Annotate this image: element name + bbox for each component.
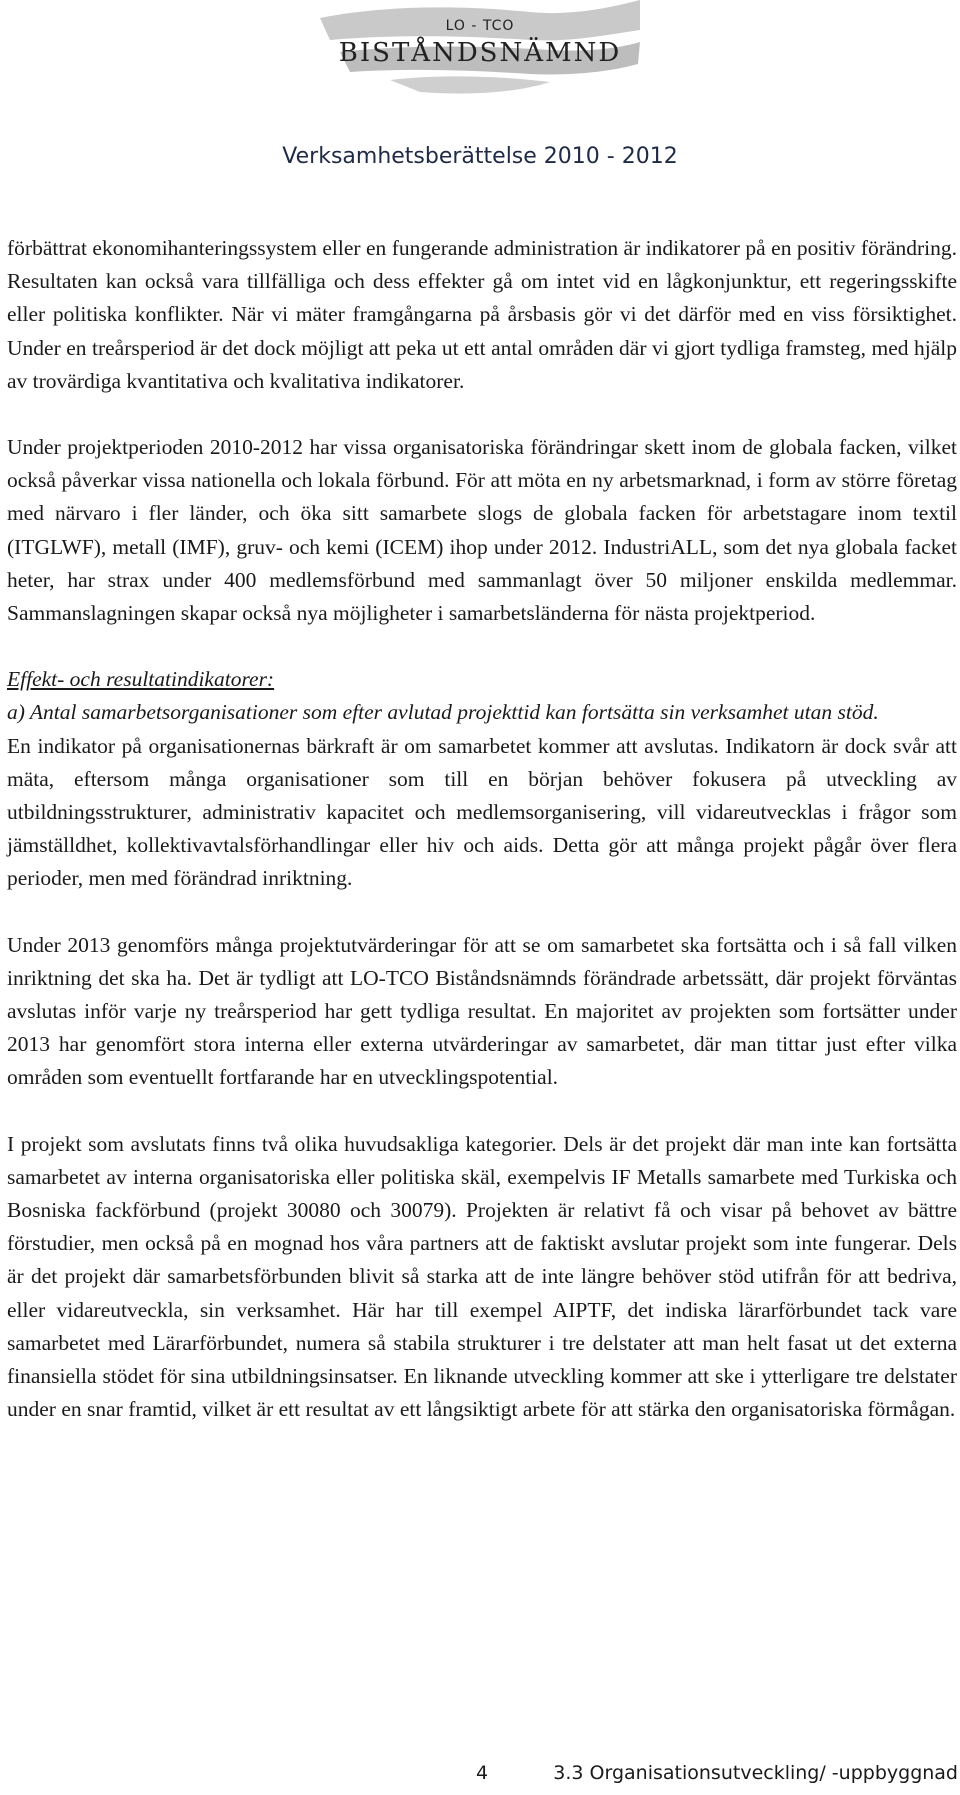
logo-subtitle: LO - TCO <box>445 18 515 34</box>
organization-logo <box>320 0 640 120</box>
paragraph: förbättrat ekonomihanteringssystem eller en fungerande administration är indikatorer på en positiv förändring. Resultaten kan också vara tillfälliga och dess effekter gå om intet vid en lågkonjunktur, ett regeringsskifte eller politiska konflikter. När vi mäter framgångarna på årsbasis gör vi det därför med en viss försiktighet. Under en treårsperiod är det dock möjligt att peka ut ett antal områden där vi gjort tydliga framsteg, med hjälp av trovärdiga kvantitativa och kvalitativa indikatorer. <box>7 236 957 393</box>
report-title: Verksamhetsberättelse 2010 - 2012 <box>282 144 678 169</box>
paragraph: En indikator på organisationernas bärkraft är om samarbetet kommer att avslutas. Indikatorn är dock svår att mäta, eftersom många organisationer som till en början behöver fokusera på utveckling av utbildningsstrukturer, administrativ kapacitet och medlemsorganisering, vill vidareutvecklas i frågor som jämställdhet, kollektivavtalsförhandlingar eller hiv och aids. Detta gör att många projekt pågår över flera perioder, men med förändrad inriktning. <box>7 733 957 891</box>
page-footer <box>0 1762 960 1792</box>
paragraph: Under projektperioden 2010-2012 har vissa organisatoriska förändringar skett inom de globala facken, vilket också påverkar vissa nationella och lokala förbund. För att möta en ny arbetsmarknad, i form av större företag med närvaro i fler länder, och öka sitt samarbete slogs de globala facken för arbetstagare inom textil (ITGLWF), metall (IMF), gruv- och kemi (ICEM) ihop under 2012. IndustriALL, som det nya globala facket heter, har strax under 400 medlemsförbund med sammanlagt över 50 miljoner enskilda medlemmar. Sammanslagningen skapar också nya möjligheter i samarbetsländerna för nästa projektperiod. <box>7 435 957 626</box>
page-number: 4 <box>476 1762 489 1784</box>
paragraph: I projekt som avslutats finns två olika huvudsakliga kategorier. Dels är det projekt där man inte kan fortsätta samarbetet av interna organisatoriska eller politiska skäl, exempelvis IF Metalls samarbete med Turkiska och Bosniska fackförbund (projekt 30080 och 30079). Projekten är relativt få och visar på behovet av bättre förstudier, men också på en mognad hos våra partners att de faktiskt avslutar projekt som inte fungerar. Dels är det projekt där samarbetsförbunden blivit så starka att de inte längre behöver stöd utifrån för att bedriva, eller vidareutveckla, sin verksamhet. Här har till exempel AIPTF, det indiska lärarförbundet tack vare samarbetet med Lärarförbundet, numera så stabila strukturer i tre delstater att man helt fasat ut det externa finansiella stödet för sina utbildningsinsatser. En liknande utveckling kommer att ske i ytterligare tre delstater under en snar framtid, vilket är ett resultat av ett långsiktigt arbete för att stärka den organisatoriska förmågan. <box>7 1131 957 1422</box>
logo-title: BISTÅNDSNÄMND <box>338 38 622 68</box>
paragraph: Under 2013 genomförs många projektutvärderingar för att se om samarbetet ska fortsätta och i så fall vilken inriktning det ska ha. Det är tydligt att LO-TCO Biståndsnämnds förändrade arbetssätt, där projekt förväntas avslutas inför varje ny treårsperiod har gett tydliga resultat. En majoritet av projekten som fortsätter under 2013 har genomfört stora interna eller externa utvärderingar av samarbetet, där man tittar just efter vilka områden som eventuellt fortfarande har en utvecklingspotential. <box>7 932 957 1090</box>
page-header <box>0 0 960 190</box>
document-body <box>7 232 957 1460</box>
section-heading: Effekt- och resultatindikatorer: <box>7 667 275 692</box>
indicator-heading: a) Antal samarbetsorganisationer som efter avlutad projekttid kan fortsätta sin verksamhet utan stöd. <box>7 700 879 725</box>
section-title: 3.3 Organisationsutveckling/ -uppbyggnad <box>553 1762 958 1784</box>
